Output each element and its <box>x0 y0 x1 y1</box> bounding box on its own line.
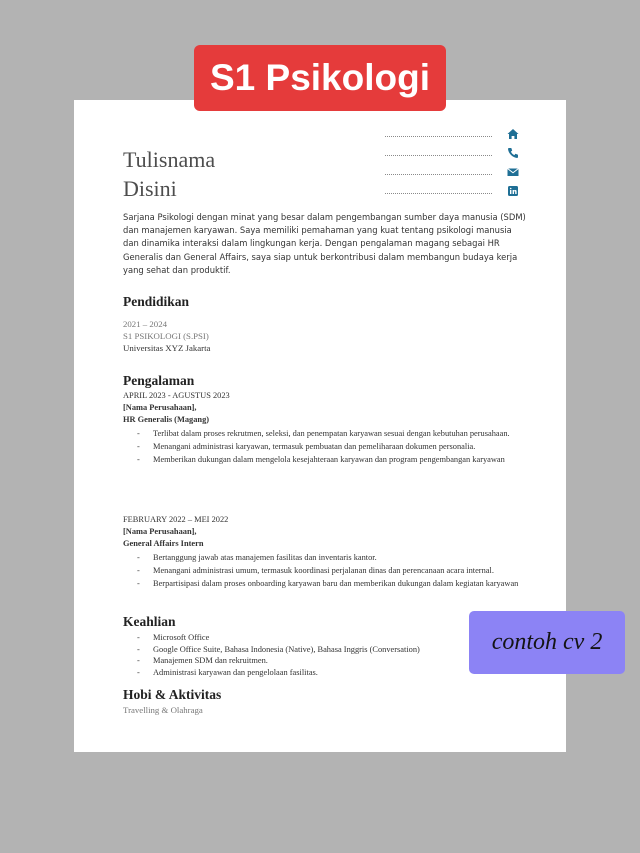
job-period: FEBRUARY 2022 – MEI 2022 <box>123 515 229 524</box>
name-first-line: Tulisnama <box>123 147 216 172</box>
education-degree: S1 PSIKOLOGI (S.PSI) <box>123 331 209 341</box>
job-company: [Nama Perusahaan], <box>123 403 197 412</box>
skills-list <box>123 632 528 678</box>
profile-summary: Sarjana Psikologi dengan minat yang besar dalam pengembangan sumber daya manusia (SDM) dan manajemen karyawan. Saya memiliki pemahaman yang kuat tentang psikologi manusia dan dinamika interaksi dalam lingkungan kerja. Dengan pengalaman magang sebagai HR Generalis dan General Affairs, saya siap untuk berkontribusi dalam membangun budaya kerja yang sehat dan produktif. <box>123 212 526 275</box>
contact-list <box>385 126 520 202</box>
home-icon <box>506 127 520 141</box>
contact-placeholder-line <box>385 174 492 175</box>
skill-item: - Administrasi karyawan dan pengelolaan fasilitas. <box>123 667 528 679</box>
duty-item: - Memberikan dukungan dalam mengelola kesejahteraan karyawan dan program pengembangan karyawan <box>123 454 528 466</box>
job-company: [Nama Perusahaan], <box>123 527 197 536</box>
education-heading: Pendidikan <box>123 294 190 309</box>
education-school: Universitas XYZ Jakarta <box>123 343 211 353</box>
job-entry <box>123 514 528 591</box>
hobbies-heading: Hobi & Aktivitas <box>123 687 222 702</box>
contact-email <box>385 164 520 183</box>
experience-heading: Pengalaman <box>123 373 195 388</box>
job-duties <box>123 428 528 466</box>
job-role: HR Generalis (Magang) <box>123 415 210 424</box>
duty-item: - Terlibat dalam proses rekrutmen, seleksi, dan penempatan karyawan sesuai dengan kebutuhan perusahaan. <box>123 428 528 440</box>
contact-placeholder-line <box>385 155 492 156</box>
cv-name <box>123 145 215 203</box>
phone-icon <box>506 146 520 160</box>
hobbies-text: Travelling & Olahraga <box>123 705 203 715</box>
mail-icon <box>506 165 520 179</box>
cv-example-badge: contoh cv 2 <box>469 611 625 674</box>
duty-item: - Menangani administrasi karyawan, termasuk pembuatan dan pemeliharaan dokumen personalia. <box>123 441 528 453</box>
job-entry <box>123 390 528 467</box>
contact-placeholder-line <box>385 193 492 194</box>
skill-item: - Manajemen SDM dan rekruitmen. <box>123 655 528 667</box>
duty-item: - Bertanggung jawab atas manajemen fasilitas dan inventaris kantor. <box>123 552 528 564</box>
duty-item: - Berpartisipasi dalam proses onboarding karyawan baru dan memberikan dukungan dalam kegiatan karyawan <box>123 578 528 590</box>
name-second-line: Disini <box>123 176 177 201</box>
duty-item: - Menangani administrasi umum, termasuk koordinasi perjalanan dinas dan perencanaan acara internal. <box>123 565 528 577</box>
education-period: 2021 – 2024 <box>123 319 167 329</box>
job-role: General Affairs Intern <box>123 539 204 548</box>
contact-linkedin <box>385 183 520 202</box>
skill-item: - Microsoft Office <box>123 632 528 644</box>
job-period: APRIL 2023 - AGUSTUS 2023 <box>123 391 230 400</box>
contact-placeholder-line <box>385 136 492 137</box>
title-banner: S1 Psikologi <box>194 45 446 111</box>
linkedin-icon <box>506 184 520 198</box>
skills-heading: Keahlian <box>123 614 176 629</box>
contact-phone <box>385 145 520 164</box>
skill-item: - Google Office Suite, Bahasa Indonesia (Native), Bahasa Inggris (Conversation) <box>123 644 528 656</box>
contact-address <box>385 126 520 145</box>
job-duties <box>123 552 528 590</box>
